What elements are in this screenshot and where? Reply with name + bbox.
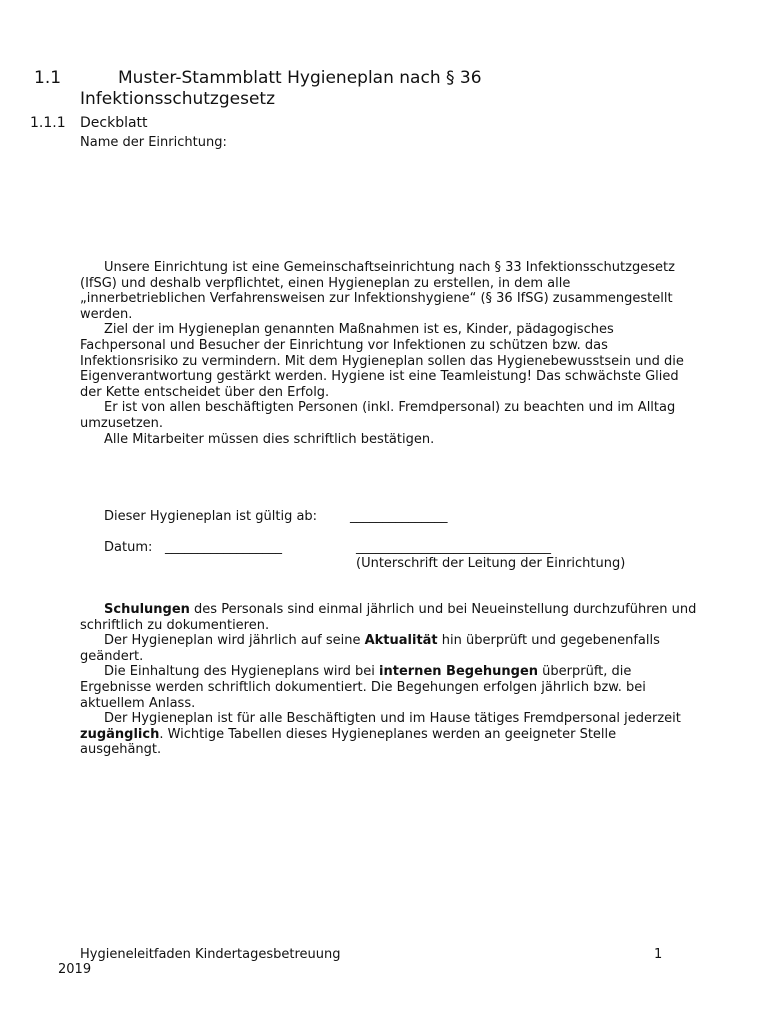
- emphasis: Schulungen: [104, 602, 190, 617]
- subheading-number: 1.1.1: [30, 115, 66, 131]
- maintenance-paragraph: [80, 711, 700, 758]
- intro-paragraph: [80, 432, 700, 448]
- emphasis: zugänglich: [80, 726, 160, 742]
- heading-number: 1.1: [34, 68, 62, 88]
- validity-label: Dieser Hygieneplan ist gültig ab:: [104, 509, 318, 524]
- signature-line[interactable]: ______________________________: [356, 540, 551, 555]
- heading-title: Muster-Stammblatt Hygieneplan nach § 36: [118, 68, 482, 88]
- paragraph-text: hin überprüft und gegebenenfalls geändert.: [80, 633, 660, 664]
- paragraph-text: Der Hygieneplan wird jährlich auf seine: [104, 633, 365, 649]
- footer-year: 2019: [58, 962, 92, 977]
- maintenance-paragraph: [80, 602, 700, 633]
- footer-title: Hygieneleitfaden Kindertagesbetreuung: [80, 947, 341, 962]
- emphasis: internen Begehungen: [379, 664, 539, 680]
- paragraph-text: . Wichtige Tabellen dieses Hygieneplanes werden an geeigneter Stelle ausgehängt.: [80, 726, 617, 758]
- intro-paragraph-text: Alle Mitarbeiter müssen dies schriftlich bestätigen.: [104, 431, 435, 447]
- validity-date-field[interactable]: _______________: [350, 509, 448, 524]
- intro-paragraph: [80, 400, 700, 431]
- maintenance-paragraph: [80, 633, 700, 664]
- maintenance-paragraph: [80, 664, 700, 711]
- paragraph-text: Die Einhaltung des Hygieneplans wird bei: [104, 664, 380, 680]
- subheading-title: Deckblatt: [80, 115, 148, 131]
- heading-title-continued: Infektionsschutzgesetz: [80, 89, 275, 109]
- emphasis: Aktualität: [364, 633, 438, 649]
- date-label: Datum:: [104, 540, 153, 555]
- intro-paragraph: [80, 260, 700, 322]
- maintenance-text: [80, 602, 700, 758]
- intro-text: [80, 260, 700, 447]
- paragraph-text: Der Hygieneplan ist für alle Beschäftigten und im Hause tätiges Fremdpersonal jederzeit: [104, 711, 681, 727]
- intro-paragraph-text: Er ist von allen beschäftigten Personen (inkl. Fremdpersonal) zu beachten und im Alltag umzusetzen.: [80, 400, 676, 431]
- signature-caption: (Unterschrift der Leitung der Einrichtung): [356, 556, 626, 571]
- facility-name-label: Name der Einrichtung:: [80, 135, 227, 150]
- date-field[interactable]: __________________: [165, 540, 282, 555]
- intro-paragraph: [80, 322, 700, 400]
- intro-paragraph-text: Ziel der im Hygieneplan genannten Maßnahmen ist es, Kinder, pädagogisches Fachpersonal und Besucher der Einrichtung vor Infektionen zu schützen bzw. das Infektionsrisiko zu vermindern. Mit dem Hygieneplan sollen das Hygienebewusstsein und die Eigenverantwortung gestärkt werden. Hygiene ist eine Teamleistung! Das schwächste Glied der Kette entscheidet über den Erfolg.: [80, 322, 684, 400]
- paragraph-text: des Personals sind einmal jährlich und bei Neueinstellung durchzuführen und schriftlich zu dokumentieren.: [80, 602, 697, 633]
- page-number: 1: [654, 947, 663, 962]
- intro-paragraph-text: Unsere Einrichtung ist eine Gemeinschaftseinrichtung nach § 33 Infektionsschutzgesetz (IfSG) und deshalb verpflichtet, einen Hygieneplan zu erstellen, in dem alle „innerbetrieblichen Verfahrensweisen zur Infektionshygiene“ (§ 36 IfSG) zusammengestellt werden.: [80, 260, 675, 322]
- paragraph-text: überprüft, die Ergebnisse werden schriftlich dokumentiert. Die Begehungen erfolgen jährlich bzw. bei aktuellem Anlass.: [80, 664, 646, 711]
